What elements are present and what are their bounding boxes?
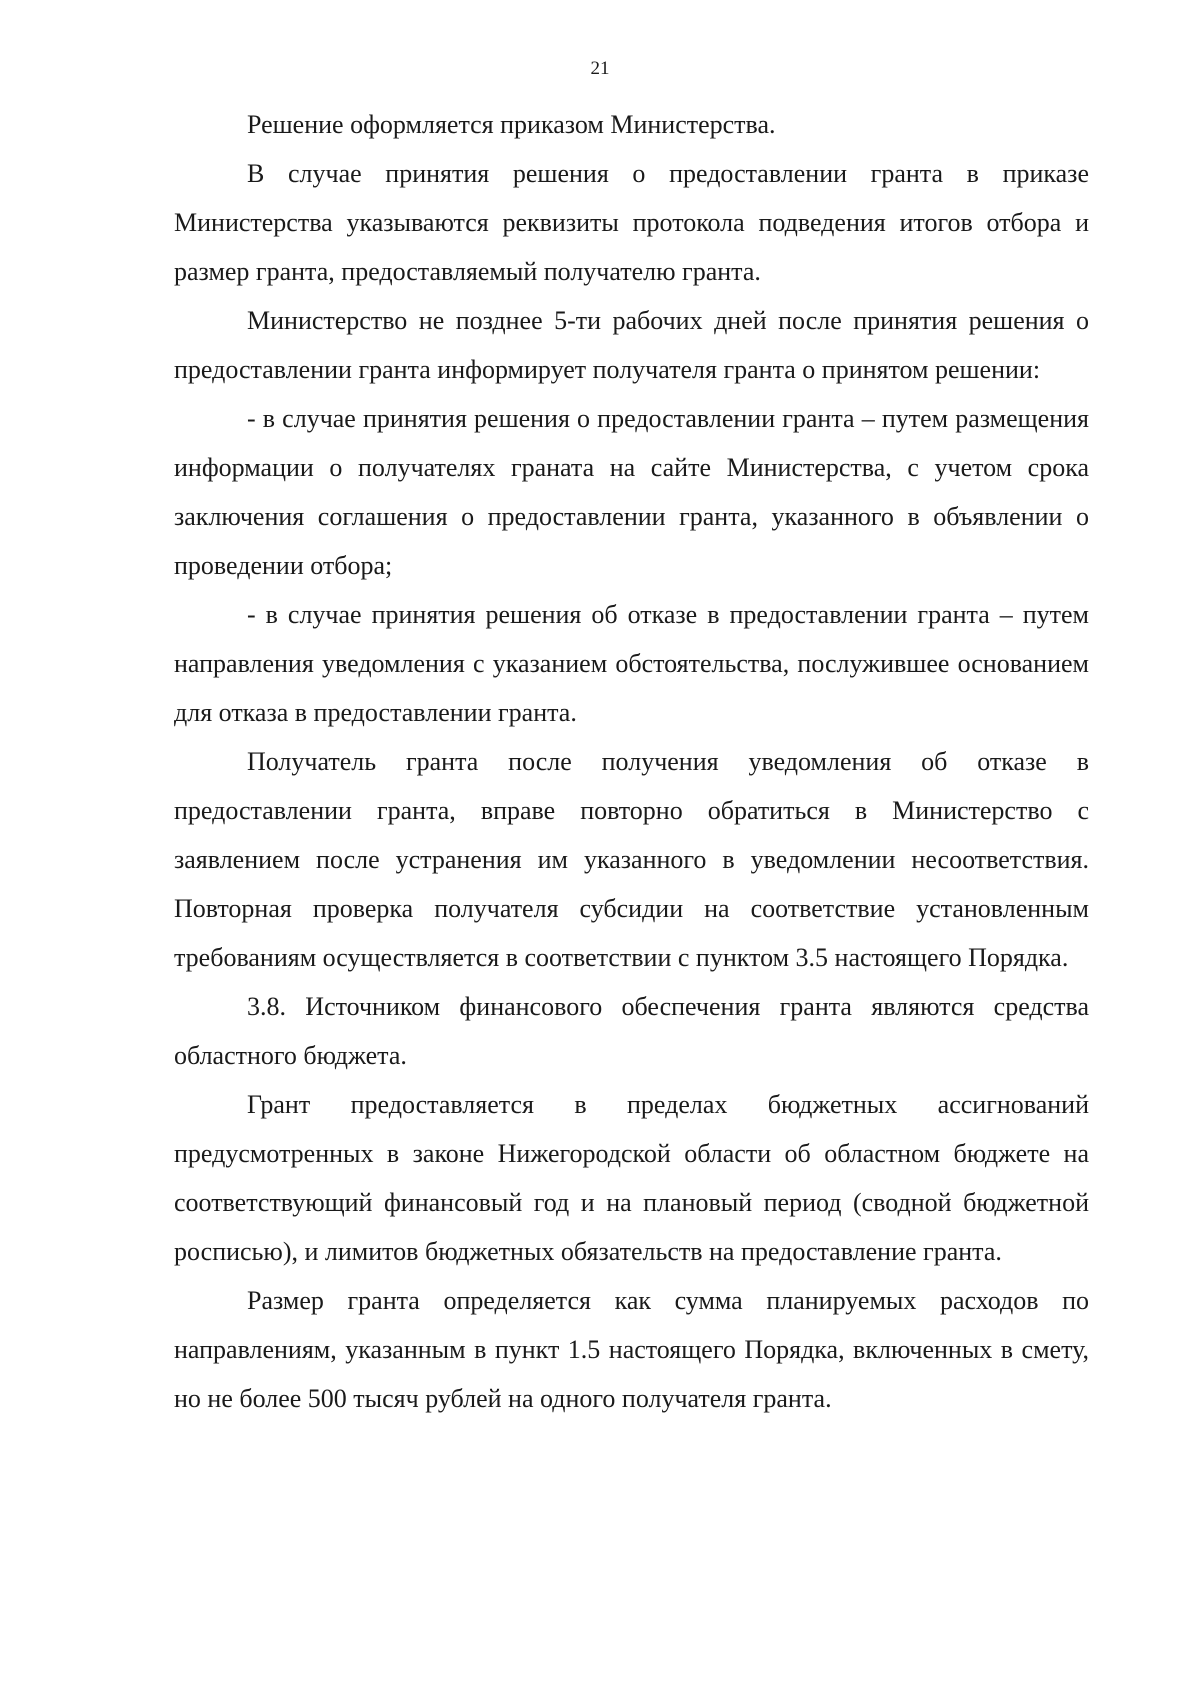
list-item-grant-refused: - в случае принятия решения об отказе в предоставлении гранта – путем направления уведомления с указанием обстоятельства, послужившее основанием для отказа в предоставлении гранта. [174,600,1089,727]
paragraph-reapplication: Получатель гранта после получения уведомления об отказе в предоставлении гранта, вправе повторно обратиться в Министерство с заявлением после устранения им указанного в уведомлении несоответствия. Повторная проверка получателя субсидии на соответствие установленным требованиям осуществляется в соответствии с пунктом 3.5 настоящего Порядка. [174,747,1089,972]
paragraph-grant-order-details: В случае принятия решения о предоставлении гранта в приказе Министерства указываются реквизиты протокола подведения итогов отбора и размер гранта, предоставляемый получателю гранта. [174,159,1089,286]
document-body [174,100,1089,1423]
paragraph-budget-limits: Грант предоставляется в пределах бюджетных ассигнований предусмотренных в законе Нижегородской области об областном бюджете на соответствующий финансовый год и на плановый период (сводной бюджетной росписью), и лимитов бюджетных обязательств на предоставление гранта. [174,1090,1089,1266]
paragraph-notification-deadline: Министерство не позднее 5-ти рабочих дней после принятия решения о предоставлении гранта информирует получателя гранта о принятом решении: [174,306,1089,384]
paragraph-grant-amount: Размер гранта определяется как сумма планируемых расходов по направлениям, указанным в пункт 1.5 настоящего Порядка, включенных в смету, но не более 500 тысяч рублей на одного получателя гранта. [174,1286,1089,1413]
page-number: 21 [590,58,610,79]
list-item-grant-approved: - в случае принятия решения о предоставлении гранта – путем размещения информации о получателях граната на сайте Министерства, с учетом срока заключения соглашения о предоставлении гранта, указанного в объявлении о проведении отбора; [174,404,1089,580]
paragraph-decision-order: Решение оформляется приказом Министерства. [247,110,776,139]
paragraph-funding-source: 3.8. Источником финансового обеспечения гранта являются средства областного бюджета. [174,992,1089,1070]
